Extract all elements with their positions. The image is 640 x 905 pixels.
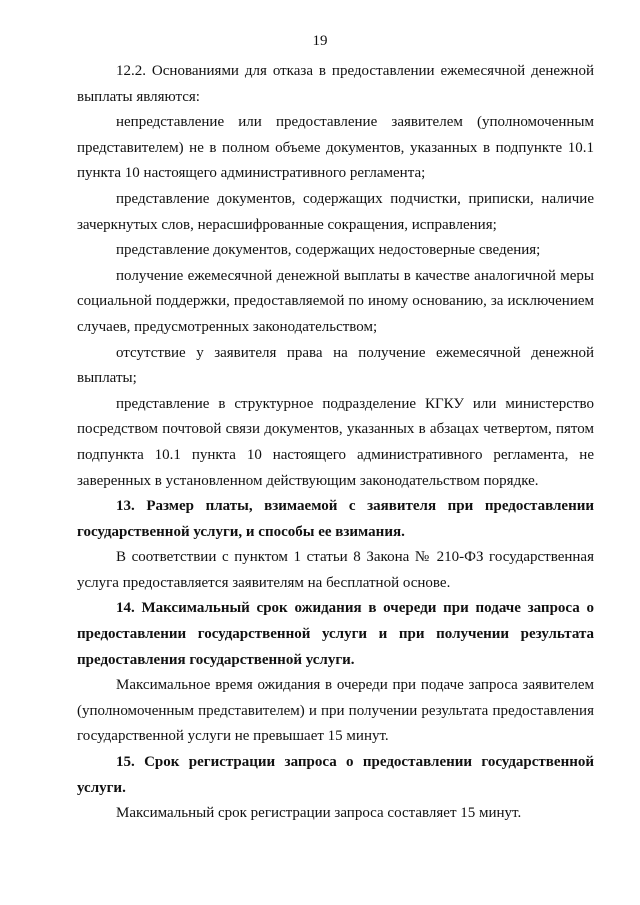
section-15-heading: 15. Срок регистрации запроса о предоставлении государственной услуги. bbox=[77, 754, 594, 796]
section-13-body: В соответствии с пунктом 1 статьи 8 Закона № 210-ФЗ государственная услуга предоставляется заявителям на бесплатной основе. bbox=[77, 549, 594, 591]
page-number: 19 bbox=[312, 33, 328, 49]
paragraph-refusal-reason-2: представление документов, содержащих подчистки, приписки, наличие зачеркнутых слов, нерасшифрованные сокращения, исправления; bbox=[77, 190, 594, 233]
section-13-heading: 13. Размер платы, взимаемой с заявителя при предоставлении государственной услуги, и способы ее взимания. bbox=[77, 498, 594, 540]
paragraph-12-2-intro: 12.2. Основаниями для отказа в предоставлении ежемесячной денежной выплаты являются: bbox=[77, 63, 594, 105]
paragraph-refusal-reason-6: представление в структурное подразделение КГКУ или министерство посредством почтовой связи документов, указанных в абзацах четвертом, пятом подпункта 10.1 пункта 10 настоящего административного регламента, не заверенных в установленном действующим законодательством порядке. bbox=[77, 395, 594, 489]
document-body bbox=[77, 59, 594, 827]
paragraph-refusal-reason-5: отсутствие у заявителя права на получение ежемесячной денежной выплаты; bbox=[77, 344, 594, 387]
section-15-body: Максимальный срок регистрации запроса составляет 15 минут. bbox=[116, 805, 522, 822]
paragraph-refusal-reason-4: получение ежемесячной денежной выплаты в качестве аналогичной меры социальной поддержки, предоставляемой по иному основанию, за исключением случаев, предусмотренных законодательством; bbox=[77, 267, 594, 335]
section-14-heading: 14. Максимальный срок ожидания в очереди при подаче запроса о предоставлении государственной услуги и при получении результата предоставления государственной услуги. bbox=[77, 600, 594, 668]
paragraph-refusal-reason-1: непредставление или предоставление заявителем (уполномоченным представителем) не в полном объеме документов, указанных в подпункте 10.1 пункта 10 настоящего административного регламента; bbox=[77, 114, 594, 182]
section-14-body: Максимальное время ожидания в очереди при подаче запроса заявителем (уполномоченным представителем) и при получении результата предоставления государственной услуги не превышает 15 минут. bbox=[77, 677, 594, 745]
paragraph-refusal-reason-3: представление документов, содержащих недостоверные сведения; bbox=[116, 242, 541, 259]
